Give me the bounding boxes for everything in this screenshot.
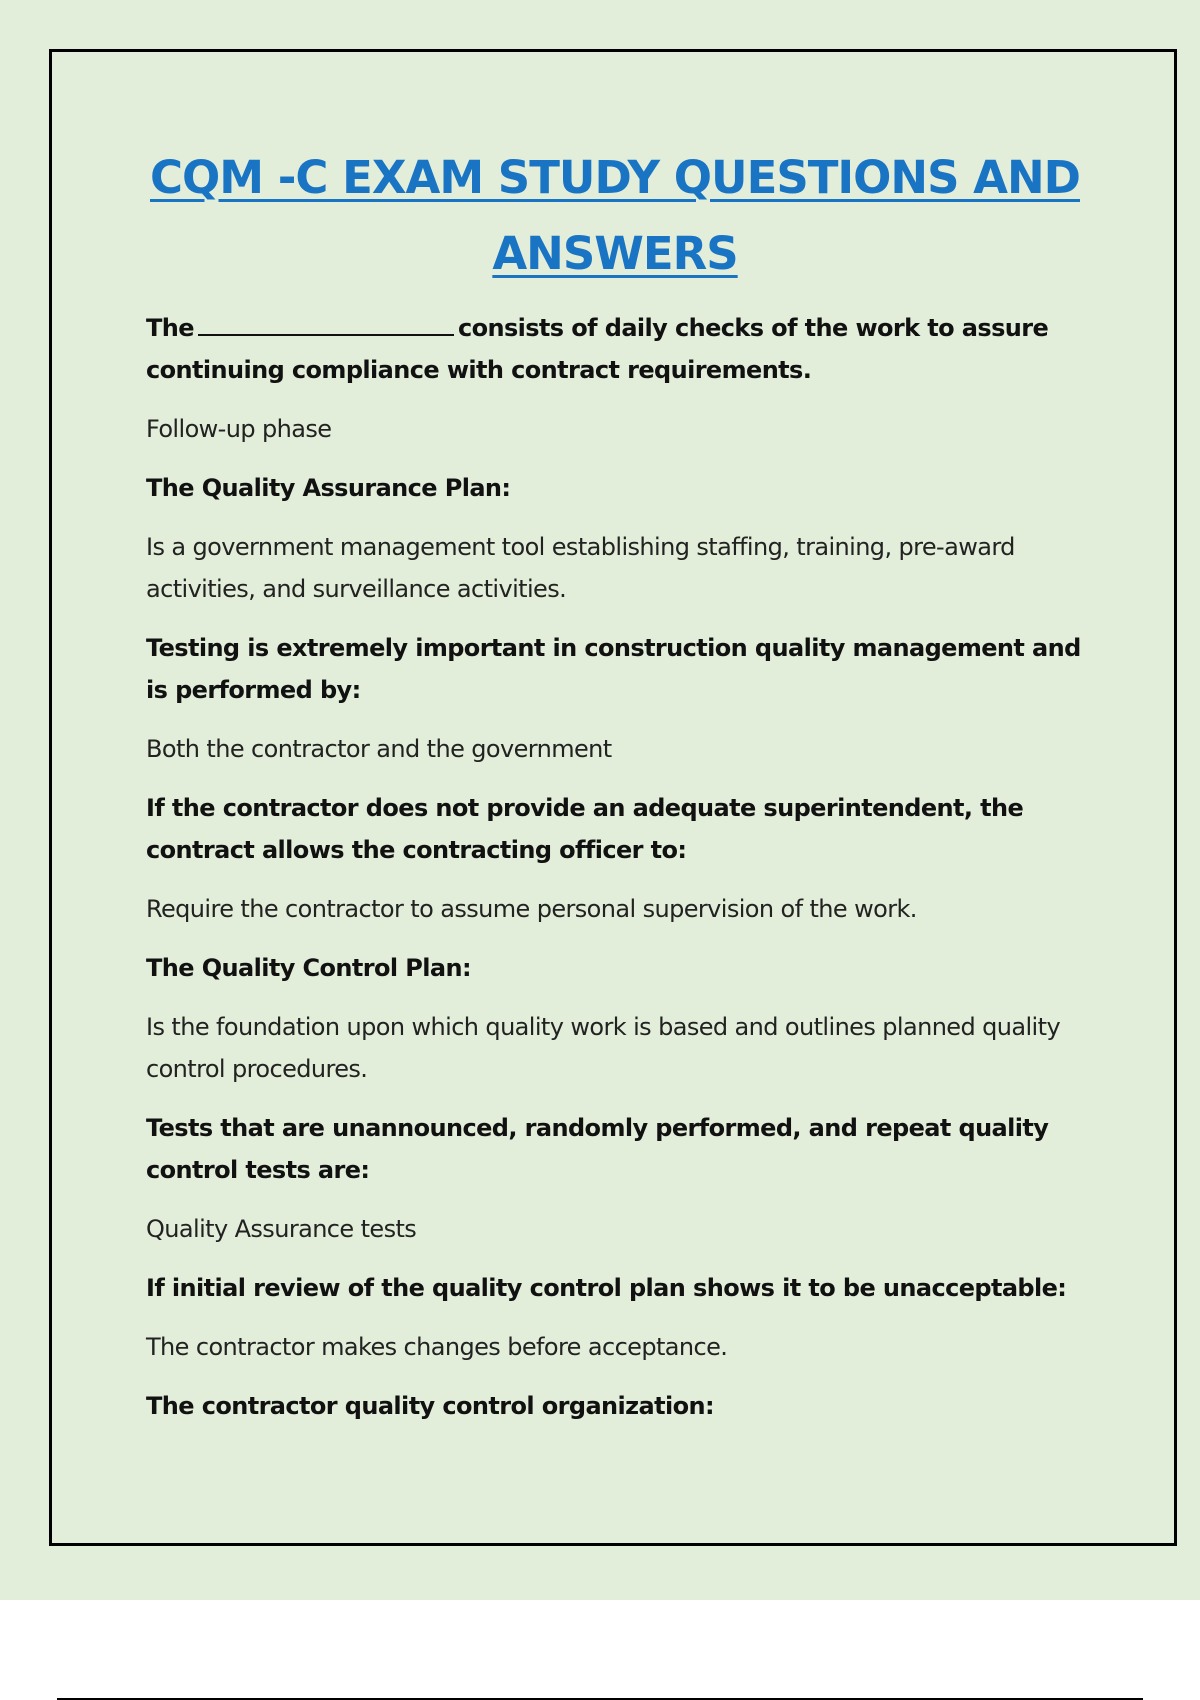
answer-2: Is a government management tool establishing staffing, training, pre-award activities, and surveillance activities. <box>146 533 1015 603</box>
question-1-start: The <box>146 314 194 342</box>
answer-6: Quality Assurance tests <box>146 1215 417 1243</box>
answer-4: Require the contractor to assume personal supervision of the work. <box>146 895 917 923</box>
question-1 <box>146 306 1106 391</box>
question-5: The Quality Control Plan: <box>146 954 471 982</box>
question-2: The Quality Assurance Plan: <box>146 474 511 502</box>
answer-3: Both the contractor and the government <box>146 735 612 763</box>
question-3: Testing is extremely important in construction quality management and is performed by: <box>146 634 1081 704</box>
question-6: Tests that are unannounced, randomly performed, and repeat quality control tests are: <box>146 1114 1049 1184</box>
document-title <box>60 140 1170 292</box>
question-4: If the contractor does not provide an adequate superintendent, the contract allows the contracting officer to: <box>146 794 1024 864</box>
question-1-end: consists of daily checks of the work to assure continuing compliance with contract requirements. <box>146 314 1049 384</box>
fill-in-blank <box>198 306 454 336</box>
answer-1: Follow-up phase <box>146 415 332 443</box>
question-7: If initial review of the quality control plan shows it to be unacceptable: <box>146 1274 1067 1302</box>
answer-5: Is the foundation upon which quality work is based and outlines planned quality control procedures. <box>146 1013 1061 1083</box>
answer-7: The contractor makes changes before acceptance. <box>146 1333 728 1361</box>
question-8: The contractor quality control organization: <box>146 1392 714 1420</box>
qa-list <box>146 306 1106 1444</box>
document-title-text: CQM -C EXAM STUDY QUESTIONS AND ANSWERS <box>150 151 1080 280</box>
